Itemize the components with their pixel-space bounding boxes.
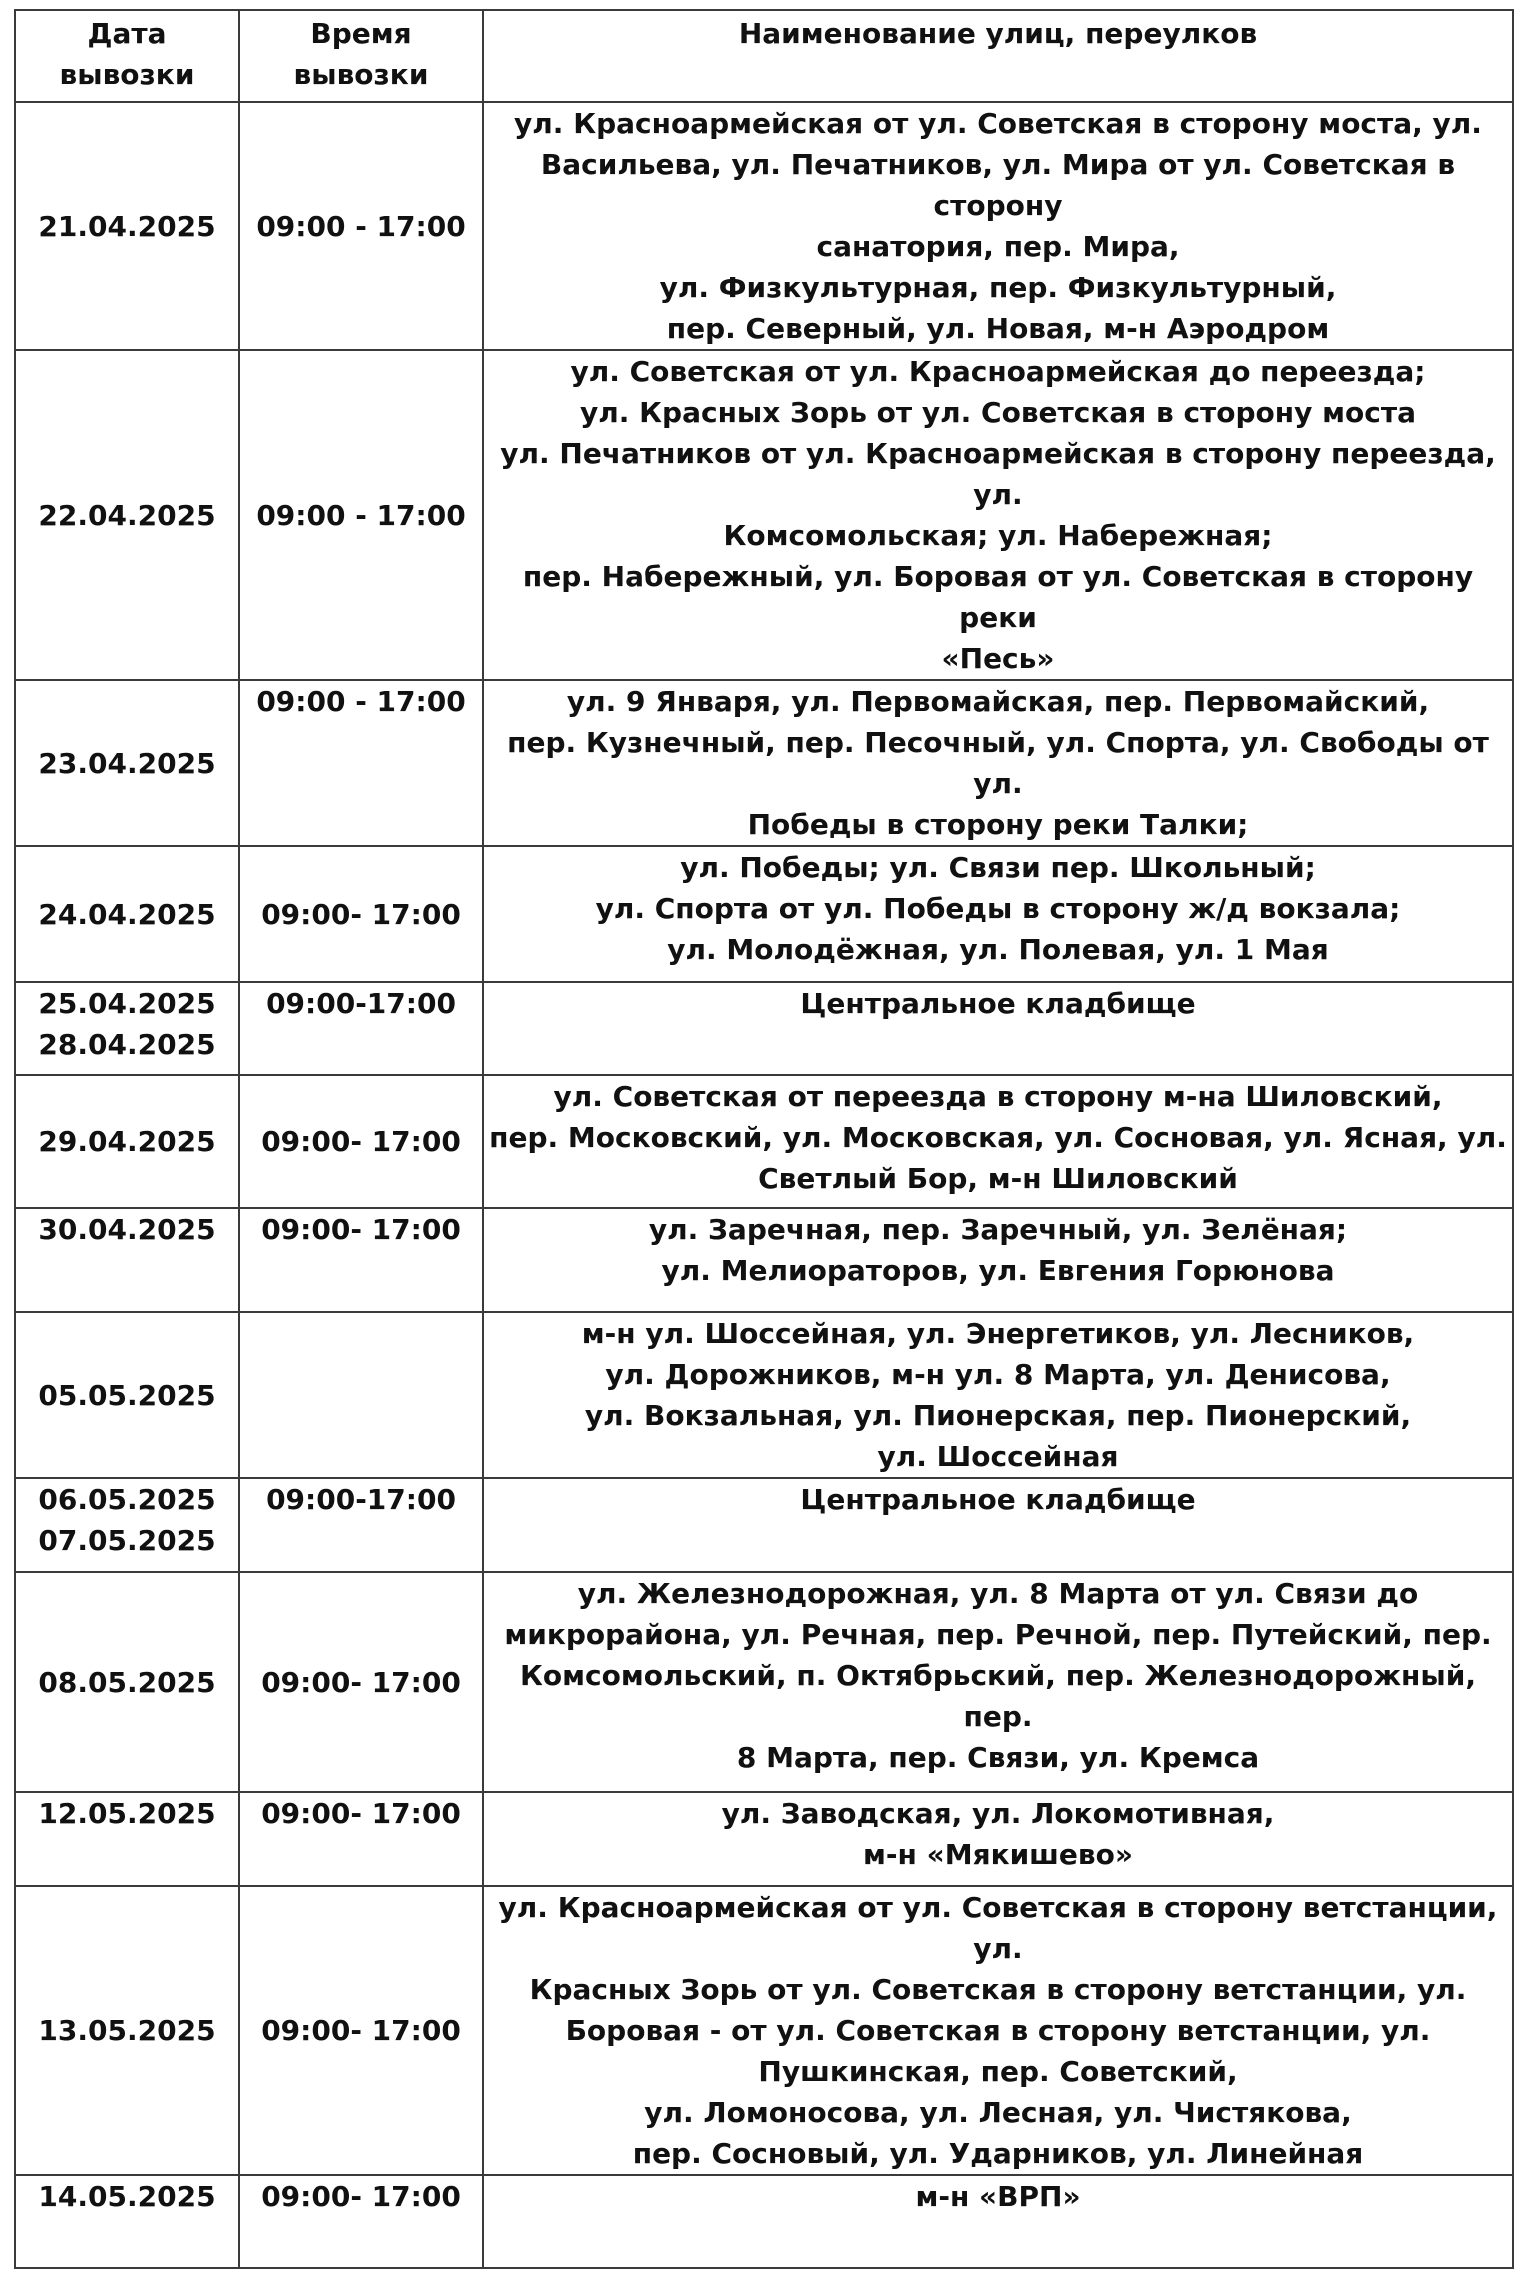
streets-cell: м-н «ВРП» (483, 2175, 1513, 2268)
header-date: Дата вывозки (15, 10, 239, 102)
table-row (15, 982, 1513, 1075)
time-cell: 09:00-17:00 (239, 982, 483, 1075)
table-row (15, 1208, 1513, 1312)
table-row (15, 102, 1513, 350)
time-cell: 09:00- 17:00 (239, 1792, 483, 1886)
table-row (15, 2175, 1513, 2268)
header-streets: Наименование улиц, переулков (483, 10, 1513, 102)
streets-cell: ул. Заводская, ул. Локомотивная, м-н «Мякишево» (483, 1792, 1513, 1886)
streets-cell: Центральное кладбище (483, 1478, 1513, 1572)
header-row (15, 10, 1513, 102)
time-cell: 09:00 - 17:00 (239, 680, 483, 846)
date-cell: 05.05.2025 (15, 1312, 239, 1478)
time-cell: 09:00- 17:00 (239, 846, 483, 982)
table-row (15, 1075, 1513, 1208)
time-cell: 09:00- 17:00 (239, 2175, 483, 2268)
streets-cell: ул. Советская от переезда в сторону м-на Шиловский, пер. Московский, ул. Московская, ул. Сосновая, ул. Ясная, ул. Светлый Бор, м-н Шиловский (483, 1075, 1513, 1208)
time-cell (239, 1312, 483, 1478)
time-cell: 09:00- 17:00 (239, 1572, 483, 1792)
table-row (15, 350, 1513, 680)
collection-schedule-table (14, 9, 1514, 2269)
time-cell: 09:00 - 17:00 (239, 102, 483, 350)
streets-cell: ул. Железнодорожная, ул. 8 Марта от ул. Связи до микрорайона, ул. Речная, пер. Речной, пер. Путейский, пер. Комсомольский, п. Октябрьский, пер. Железнодорожный, пер. 8 Марта, пер. Связи, ул. Кремса (483, 1572, 1513, 1792)
time-cell: 09:00- 17:00 (239, 1075, 483, 1208)
date-cell: 06.05.2025 07.05.2025 (15, 1478, 239, 1572)
table-row (15, 1886, 1513, 2175)
streets-cell: ул. Победы; ул. Связи пер. Школьный; ул. Спорта от ул. Победы в сторону ж/д вокзала; ул. Молодёжная, ул. Полевая, ул. 1 Мая (483, 846, 1513, 982)
table-row (15, 846, 1513, 982)
streets-cell: м-н ул. Шоссейная, ул. Энергетиков, ул. Лесников, ул. Дорожников, м-н ул. 8 Марта, ул. Денисова, ул. Вокзальная, ул. Пионерская, пер. Пионерский, ул. Шоссейная (483, 1312, 1513, 1478)
table-row (15, 1312, 1513, 1478)
streets-cell: ул. Советская от ул. Красноармейская до переезда; ул. Красных Зорь от ул. Советская в сторону моста ул. Печатников от ул. Красноармейская в сторону переезда, ул. Комсомольская; ул. Набережная; пер. Набережный, ул. Боровая от ул. Советская в сторону реки «Песь» (483, 350, 1513, 680)
time-cell: 09:00-17:00 (239, 1478, 483, 1572)
table-row (15, 1572, 1513, 1792)
table-row (15, 680, 1513, 846)
streets-cell: ул. Красноармейская от ул. Советская в сторону ветстанции, ул. Красных Зорь от ул. Советская в сторону ветстанции, ул. Боровая - от ул. Советская в сторону ветстанции, ул. Пушкинская, пер. Советский, ул. Ломоносова, ул. Лесная, ул. Чистякова, пер. Сосновый, ул. Ударников, ул. Линейная (483, 1886, 1513, 2175)
date-cell: 23.04.2025 (15, 680, 239, 846)
date-cell: 14.05.2025 (15, 2175, 239, 2268)
streets-cell: ул. Красноармейская от ул. Советская в сторону моста, ул. Васильева, ул. Печатников, ул. Мира от ул. Советская в сторону санатория, пер. Мира, ул. Физкультурная, пер. Физкультурный, пер. Северный, ул. Новая, м-н Аэродром (483, 102, 1513, 350)
header-time: Время вывозки (239, 10, 483, 102)
table-row (15, 1792, 1513, 1886)
time-cell: 09:00- 17:00 (239, 1208, 483, 1312)
date-cell: 13.05.2025 (15, 1886, 239, 2175)
time-cell: 09:00 - 17:00 (239, 350, 483, 680)
streets-cell: ул. Заречная, пер. Заречный, ул. Зелёная; ул. Мелиораторов, ул. Евгения Горюнова (483, 1208, 1513, 1312)
date-cell: 29.04.2025 (15, 1075, 239, 1208)
time-cell: 09:00- 17:00 (239, 1886, 483, 2175)
date-cell: 08.05.2025 (15, 1572, 239, 1792)
table-row (15, 1478, 1513, 1572)
date-cell: 22.04.2025 (15, 350, 239, 680)
streets-cell: ул. 9 Января, ул. Первомайская, пер. Первомайский, пер. Кузнечный, пер. Песочный, ул. Спорта, ул. Свободы от ул. Победы в сторону реки Талки; (483, 680, 1513, 846)
date-cell: 21.04.2025 (15, 102, 239, 350)
date-cell: 30.04.2025 (15, 1208, 239, 1312)
date-cell: 24.04.2025 (15, 846, 239, 982)
date-cell: 12.05.2025 (15, 1792, 239, 1886)
streets-cell: Центральное кладбище (483, 982, 1513, 1075)
date-cell: 25.04.2025 28.04.2025 (15, 982, 239, 1075)
